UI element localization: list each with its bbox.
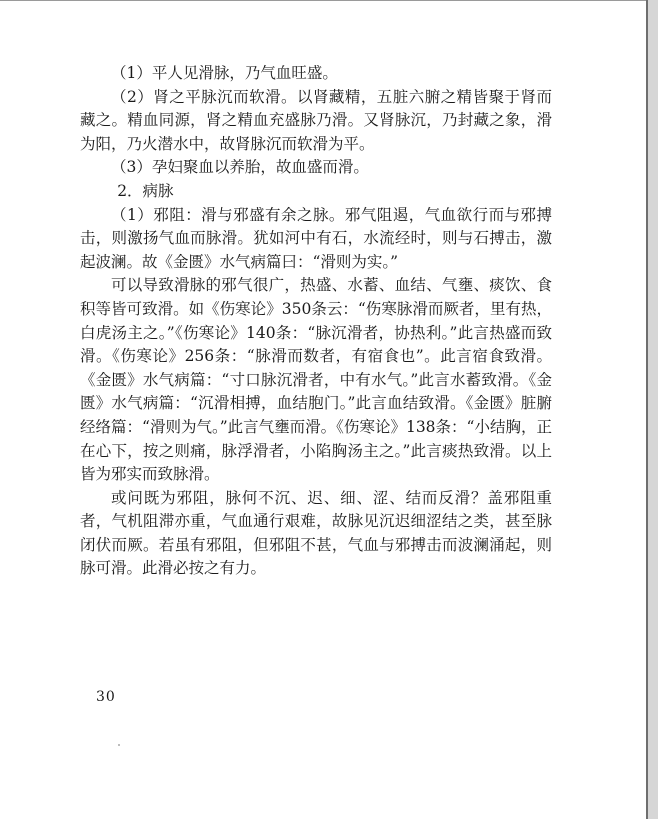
paragraph-question-answer: 或问既为邪阻，脉何不沉、迟、细、涩、结而反滑？盖邪阻重者，气机阻滞亦重，气血通行艰难，故脉见沉迟细涩结之类，甚至脉闭伏而厥。若虽有邪阻，但邪阻不甚，气血与邪搏击而波澜涌起，则脉可滑。此滑必按之有力。 [80, 488, 552, 578]
paragraph-pathogen-causes: 可以导致滑脉的邪气很广，热盛、水蓄、血结、气壅、痰饮、食积等皆可致滑。如《伤寒论》350条云：“伤寒脉滑而厥者，里有热，白虎汤主之。”《伤寒论》140条：“脉沉滑者，协热利。”此言热盛而致滑。《伤寒论》256条：“脉滑而数者，有宿食也”。此言宿食致滑。《金匮》水气病篇：“寸口脉沉滑者，中有水气。”此言水蓄致滑。《金匮》水气病篇：“沉滑相搏，血结胞门。”此言血结致滑。《金匮》脏腑经络篇：“滑则为气。”此言气壅而滑。《伤寒论》138条：“小结胸，正在心下，按之则痛，脉浮滑者，小陷胸汤主之。”此言痰热致滑。以上皆为邪实而致脉滑。 [80, 276, 552, 484]
page-number: 30 [96, 689, 116, 705]
section-heading-disease-pulse: 2．病脉 [117, 181, 174, 200]
paragraph-pregnancy-pulse: （3）孕妇聚血以养胎，故血盛而滑。 [111, 158, 369, 177]
scan-speck [118, 744, 120, 746]
paragraph-normal-pulse-healthy: （1）平人见滑脉，乃气血旺盛。 [111, 64, 338, 82]
page-top-edge [0, 0, 646, 1]
viewer-background-strip [648, 0, 658, 819]
paragraph-pathogen-obstruction: （1）邪阻：滑与邪盛有余之脉。邪气阻遏，气血欲行而与邪搏击，则激扬气血而脉滑。犹如河中有石，水流经时，则与石搏击，激起波澜。故《金匮》水气病篇曰：“滑则为实。” [80, 205, 552, 271]
page-body [80, 62, 552, 581]
paragraph-kidney-pulse: （2）肾之平脉沉而软滑。以肾藏精，五脏六腑之精皆聚于肾而藏之。精血同源，肾之精血充盛脉乃滑。又肾脉沉，乃封藏之象，滑为阳，乃火潜水中，故肾脉沉而软滑为平。 [80, 87, 552, 153]
